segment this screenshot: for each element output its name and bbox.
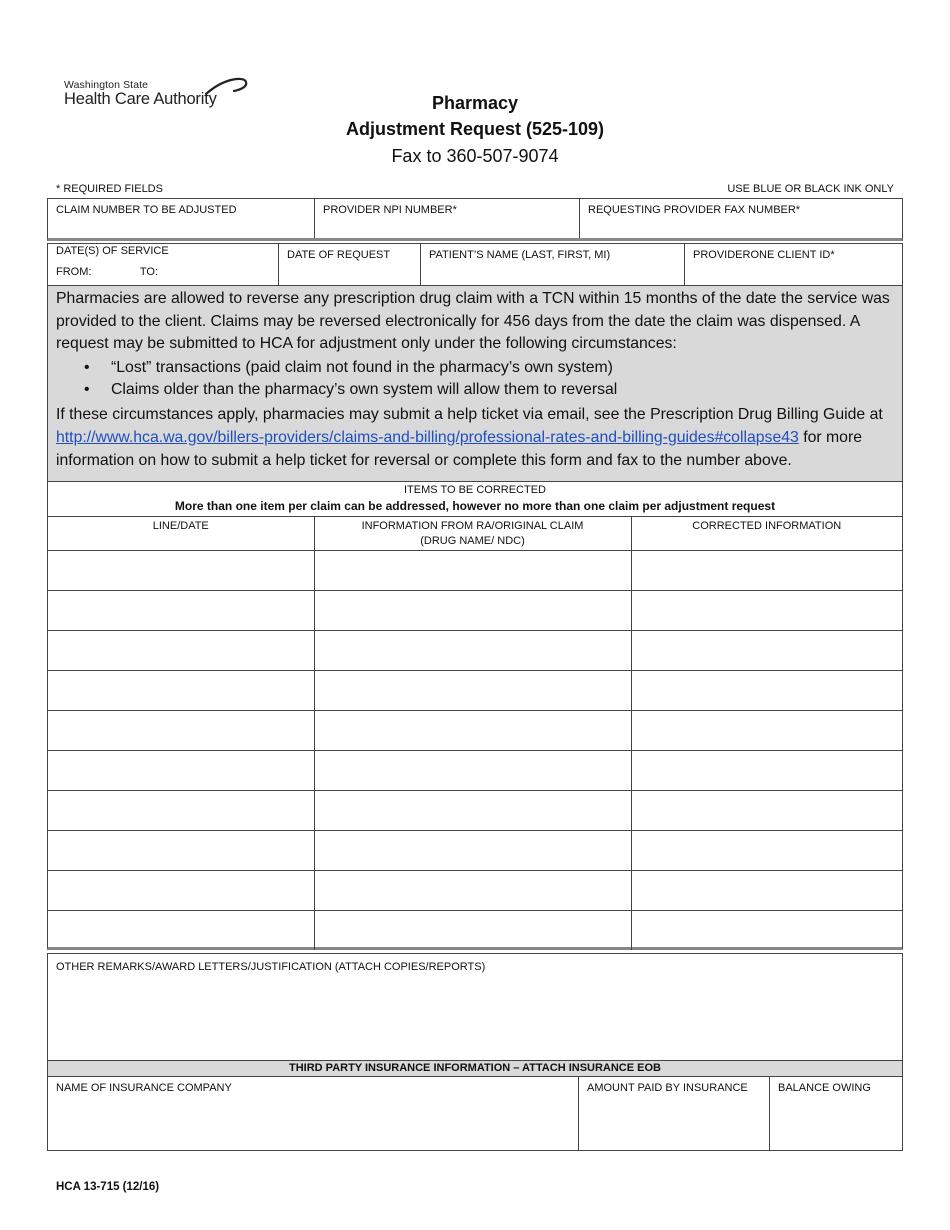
instructions-paragraph-2: If these circumstances apply, pharmacies may submit a help ticket via email, see the Prescription Drug Billing Guide at http://www.hca.wa.gov/billers-providers/claims-and-billing/professional-rates-and-billing-guides#collapse43 for more information on how to submit a help ticket for reversal or complete this form and fax to the number above. [56,406,883,469]
table-row [48,870,902,910]
insurance-company-field[interactable] [48,1077,579,1151]
remarks-label: OTHER REMARKS/AWARD LETTERS/JUSTIFICATION (ATTACH COPIES/REPORTS) [56,961,486,973]
table-row [48,590,902,630]
table-row [48,710,902,750]
circumstances-list [56,357,894,400]
instructions-paragraph-1: Pharmacies are allowed to reverse any prescription drug claim with a TCN within 15 months of the date the service was provided to the client. Claims may be reversed electronically for 456 days from the date the claim was dispensed. A request may be submitted to HCA for adjustment only under the following circumstances: [56,290,890,353]
col-corrected-info: CORRECTED INFORMATION [631,517,902,550]
date-of-request-label: DATE OF REQUEST [287,249,391,261]
list-item: • “Lost” transactions (paid claim not found in the pharmacy’s own system) [56,357,894,379]
table-row [48,790,902,830]
original-info-cell[interactable] [314,910,631,950]
original-info-cell[interactable] [314,790,631,830]
corrected-info-cell[interactable] [631,750,902,790]
provider-npi-label: PROVIDER NPI NUMBER* [323,204,457,216]
line-date-cell[interactable] [48,870,314,910]
line-date-cell[interactable] [48,910,314,950]
form-title: Pharmacy [431,93,519,113]
original-info-cell[interactable] [314,590,631,630]
items-title: ITEMS TO BE CORRECTED [403,484,546,496]
ink-note: USE BLUE OR BLACK INK ONLY [727,183,894,195]
form-header [0,90,950,170]
service-info-row [47,243,903,286]
bullet-glyph: • [84,359,90,377]
corrected-info-cell[interactable] [631,630,902,670]
line-date-cell[interactable] [48,630,314,670]
table-row [48,830,902,870]
original-info-cell[interactable] [314,870,631,910]
original-info-cell[interactable] [314,830,631,870]
corrected-info-cell[interactable] [631,830,902,870]
corrected-info-cell[interactable] [631,550,902,590]
provider-npi-field[interactable] [315,199,580,238]
line-date-cell[interactable] [48,550,314,590]
logo-line-2: Health Care Authority [64,90,217,108]
list-item: • Claims older than the pharmacy’s own system will allow them to reversal [56,379,894,401]
patient-name-field[interactable] [421,244,685,285]
instructions-box [47,285,903,482]
form-subtitle: Adjustment Request (525-109) [345,119,605,139]
col-original-info: INFORMATION FROM RA/ORIGINAL CLAIM (DRUG NAME/ NDC) [314,517,631,550]
form-number: HCA 13-715 (12/16) [56,1181,160,1193]
corrected-info-cell[interactable] [631,910,902,950]
amount-paid-field[interactable] [579,1077,770,1151]
billing-guide-link[interactable]: http://www.hca.wa.gov/billers-providers/claims-and-billing/professional-rates-and-billing-guides#collapse43 [56,428,799,446]
line-date-cell[interactable] [48,750,314,790]
client-id-field[interactable] [685,244,902,285]
corrected-info-cell[interactable] [631,670,902,710]
dates-of-service-label: DATE(S) OF SERVICE [56,245,169,257]
original-info-cell[interactable] [314,630,631,670]
corrected-info-cell[interactable] [631,870,902,910]
third-party-title: THIRD PARTY INSURANCE INFORMATION – ATTACH INSURANCE EOB [48,1061,902,1077]
balance-owing-label: BALANCE OWING [778,1082,871,1094]
patient-name-label: PATIENT’S NAME (LAST, FIRST, MI) [429,249,611,261]
client-id-label: PROVIDERONE CLIENT ID* [693,249,835,261]
line-date-cell[interactable] [48,590,314,630]
original-info-cell[interactable] [314,750,631,790]
logo-line-1: Washington State [64,79,149,91]
balance-owing-field[interactable] [770,1077,902,1151]
table-row [48,550,902,590]
corrected-info-cell[interactable] [631,590,902,630]
date-of-request-field[interactable] [279,244,421,285]
to-label: TO: [139,266,159,278]
original-info-cell[interactable] [314,670,631,710]
claim-number-field[interactable] [48,199,315,238]
table-row [48,670,902,710]
original-info-cell[interactable] [314,710,631,750]
table-row [48,630,902,670]
corrected-info-cell[interactable] [631,710,902,750]
col-line-date: LINE/DATE [48,517,314,550]
items-subtitle: More than one item per claim can be addressed, however no more than one claim per adjustment request [48,499,902,517]
line-date-cell[interactable] [48,710,314,750]
claim-number-label: CLAIM NUMBER TO BE ADJUSTED [56,204,237,216]
third-party-insurance-section [47,1060,903,1151]
required-fields-note: * REQUIRED FIELDS [56,183,163,195]
line-date-cell[interactable] [48,790,314,830]
items-section [47,481,903,950]
dates-of-service-field[interactable] [48,244,279,285]
line-date-cell[interactable] [48,830,314,870]
insurance-company-label: NAME OF INSURANCE COMPANY [56,1082,232,1094]
items-header-row [48,517,902,550]
requesting-fax-field[interactable] [580,199,902,238]
corrected-info-cell[interactable] [631,790,902,830]
from-label: FROM: [56,266,92,278]
table-row [48,750,902,790]
amount-paid-label: AMOUNT PAID BY INSURANCE [587,1082,748,1094]
original-info-cell[interactable] [314,550,631,590]
requesting-fax-label: REQUESTING PROVIDER FAX NUMBER* [588,204,801,216]
bullet-glyph: • [84,380,90,398]
line-date-cell[interactable] [48,670,314,710]
table-row [48,910,902,950]
fax-number: Fax to 360-507-9074 [391,146,559,166]
remarks-field[interactable] [47,953,903,1060]
items-table [48,517,902,950]
claim-info-row [47,198,903,241]
